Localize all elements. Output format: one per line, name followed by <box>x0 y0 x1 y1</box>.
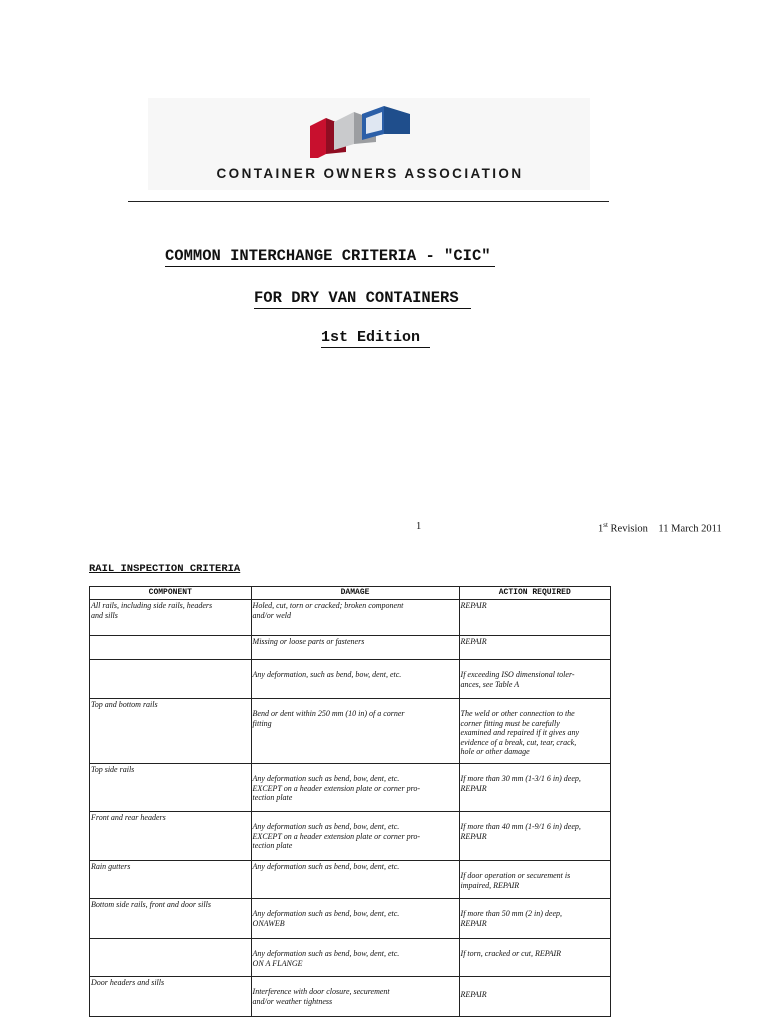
column-header-action: ACTION REQUIRED <box>459 587 610 600</box>
column-header-component: COMPONENT <box>90 587 252 600</box>
cell-component <box>90 939 252 977</box>
cell-component-text: Top and bottom rails <box>91 700 158 709</box>
cell-action-text: REPAIR <box>460 601 487 610</box>
cell-component <box>90 600 252 636</box>
cell-damage-text: Any deformation such as bend, bow, dent, etc. EXCEPT on a header extension plate or corner pro- tection plate <box>252 774 421 802</box>
cell-component-text: Top side rails <box>91 765 135 774</box>
cell-component-text: Bottom side rails, front and door sills <box>91 900 211 909</box>
cell-action-text: The weld or other connection to the corner fitting must be carefully examined and repaired if it gives any evidence of a break, cut, tear, crack, hole or other damage <box>460 709 580 756</box>
cell-component-text: All rails, including side rails, headers and sills <box>91 601 213 620</box>
container-logo-icon <box>306 104 416 158</box>
cell-action <box>459 812 610 861</box>
revision-info <box>598 521 722 535</box>
cell-action-text: If door operation or securement is impaired, REPAIR <box>460 871 571 890</box>
column-header-damage: DAMAGE <box>251 587 459 600</box>
cell-action <box>459 600 610 636</box>
cell-component <box>90 764 252 812</box>
revision-suffix: st <box>603 521 608 529</box>
cell-damage-text: Bend or dent within 250 mm (10 in) of a corner fitting <box>252 709 405 728</box>
table-row <box>90 899 611 939</box>
cell-action-text: If torn, cracked or cut, REPAIR <box>460 949 562 958</box>
cell-action-text: If more than 40 mm (1-9/1 6 in) deep, REPAIR <box>460 822 581 841</box>
cell-component <box>90 899 252 939</box>
cell-damage <box>251 861 459 899</box>
cell-damage-text: Any deformation such as bend, bow, dent, etc. ONAWEB <box>252 909 400 928</box>
cell-action <box>459 899 610 939</box>
cell-action <box>459 636 610 660</box>
section-title: RAIL INSPECTION CRITERIA <box>89 563 241 575</box>
cell-action <box>459 660 610 699</box>
revision-ordinal: 1 <box>598 523 604 535</box>
cell-action <box>459 764 610 812</box>
cell-damage <box>251 636 459 660</box>
cell-damage <box>251 764 459 812</box>
cell-damage <box>251 899 459 939</box>
cell-damage-text: Holed, cut, torn or cracked; broken component and/or weld <box>252 601 404 620</box>
cell-action <box>459 939 610 977</box>
cell-damage <box>251 977 459 1017</box>
cell-action <box>459 699 610 764</box>
cell-action-text: REPAIR <box>460 990 487 999</box>
cell-damage-text: Any deformation, such as bend, bow, dent, etc. <box>252 670 402 679</box>
cell-damage-text: Any deformation such as bend, bow, dent, etc. EXCEPT on a header extension plate or corner pro- tection plate <box>252 822 421 850</box>
cell-damage <box>251 939 459 977</box>
cell-damage-text: Interference with door closure, securement and/or weather tightness <box>252 987 390 1006</box>
cell-component <box>90 660 252 699</box>
table-row <box>90 699 611 764</box>
cell-action <box>459 977 610 1017</box>
cell-component-text: Rain gutters <box>91 862 131 871</box>
table-body <box>90 600 611 1017</box>
cell-action <box>459 861 610 899</box>
cell-action-text: If exceeding ISO dimensional toler- ances, see Table A <box>460 670 575 689</box>
cell-damage-text: Missing or loose parts or fasteners <box>252 637 365 646</box>
cell-component <box>90 977 252 1017</box>
cell-damage <box>251 600 459 636</box>
table-row <box>90 939 611 977</box>
page-number: 1 <box>416 521 422 532</box>
cell-action-text: REPAIR <box>460 637 487 646</box>
header-divider <box>128 201 609 202</box>
table-row <box>90 764 611 812</box>
logo-wordmark: CONTAINER OWNERS ASSOCIATION <box>216 166 524 181</box>
cell-component <box>90 636 252 660</box>
document-subtitle: FOR DRY VAN CONTAINERS <box>254 289 471 309</box>
table-header-row <box>90 587 611 600</box>
edition-label: 1st Edition <box>321 329 430 348</box>
cell-action-text: If more than 30 mm (1-3/1 6 in) deep, REPAIR <box>460 774 581 793</box>
cell-damage <box>251 812 459 861</box>
table-row <box>90 977 611 1017</box>
table-row <box>90 861 611 899</box>
cell-damage-text: Any deformation such as bend, bow, dent, etc. ON A FLANGE <box>252 949 400 968</box>
table-row <box>90 812 611 861</box>
cell-damage <box>251 699 459 764</box>
table-row <box>90 660 611 699</box>
cell-component <box>90 699 252 764</box>
cell-damage-text: Any deformation such as bend, bow, dent, etc. <box>252 862 400 871</box>
association-logo <box>148 98 590 190</box>
cell-component <box>90 861 252 899</box>
cell-action-text: If more than 50 mm (2 in) deep, REPAIR <box>460 909 562 928</box>
document-title: COMMON INTERCHANGE CRITERIA - "CIC" <box>165 247 495 267</box>
table-row <box>90 600 611 636</box>
cell-component <box>90 812 252 861</box>
table-row <box>90 636 611 660</box>
rail-inspection-table <box>89 586 611 1017</box>
cell-component-text: Front and rear headers <box>91 813 166 822</box>
revision-date: 11 March 2011 <box>658 523 722 535</box>
cell-damage <box>251 660 459 699</box>
cell-component-text: Door headers and sills <box>91 978 165 987</box>
revision-label: Revision <box>610 523 648 535</box>
